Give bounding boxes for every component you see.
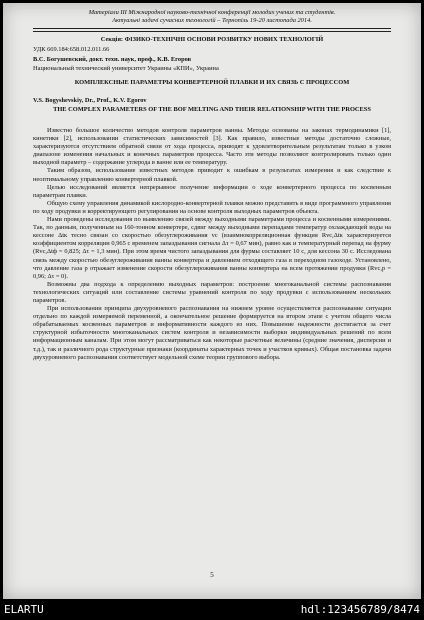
handle-label: hdl:123456789/8474: [300, 603, 420, 616]
page-number: 5: [210, 571, 214, 579]
viewer-footer: [0, 600, 424, 620]
document-page: [3, 3, 421, 599]
title-ru: КОМПЛЕКСНЫЕ ПАРАМЕТРЫ КОНВЕРТЕРНОЙ ПЛАВКИ И ИХ СВЯЗЬ С ПРОЦЕССОМ: [74, 79, 350, 86]
header-rule: [33, 28, 391, 29]
section-title: Секція: ФІЗИКО-ТЕХНІЧНІ ОСНОВИ РОЗВИТКУ НОВИХ ТЕХНОЛОГІЙ: [100, 36, 324, 43]
header-line-2: Актуальні задачі сучасних технологій – Тернопіль 19-20 листопада 2014.: [112, 17, 312, 24]
paragraph: Общую схему управления динамикой кислородно-конвертерной плавки можно представить в виде программного управления по ходу продувки и корректирующего регулирования на основе контроля выходных параметров объекта.: [33, 199, 391, 215]
paragraph: Нами проведены исследования по выявлению связей между выходными параметрами процесса и косвенными измерениями. Так, по данным, полученным на 160-тонном конвертере, сдвиг между выходными перепадами температур охлаждающей воды на кессоне Δtк тесно связан со скоростью обезуглероживания vc (взаимнокорреляционная функция Rvc,Δtк характеризуется коэффициентом корреляции 0,965 с временем запаздывания сигнала Δτ = 0,67 мин), равно как и температурный перепад на фурму (Rvc,Δtф = 0,825; Δτ = 1,3 мин). При этом время чистого запаздывания для фурмы составляет 10 с, для кессона 30 с. Исследована связь между скоростью обезуглероживания ванны конвертера и давлением отходящего газа в переходном газоходе. Установлено, что давление газа p отражает изменение скорости обезуглероживания ванны конвертера на всем протяжении продувки (Rvc,p = 0,96; Δτ = 0).: [33, 216, 391, 280]
paragraph: Таким образом, использование известных методов приводит к ошибкам в результатах измерения и как следствие к неоптимальному управлению конвертерной плавкой.: [33, 167, 391, 183]
authors-ru: В.С. Богушевский, докт. техн. наук, проф., К.В. Егоров: [33, 56, 192, 63]
conference-header: [33, 9, 391, 25]
repository-label: ELARTU: [4, 603, 44, 616]
body-text: [33, 127, 391, 362]
paragraph: Возможны два подхода к определению выходных параметров: построение многоканальной системы распознавания технологических ситуаций или составление системы уравнений контроля по ходу продувки с использованием нескольких параметров.: [33, 280, 391, 304]
institution: Национальный технический университет Украины «КПИ», Украина: [33, 65, 219, 72]
header-rule-thin: [33, 31, 391, 32]
paragraph: Известно большое количество методов контроля параметров ванны. Методы основаны на законах термодинамики [1], кинетики [2], использовании статистических зависимостей [3]. Как правило, известные методы достаточно сложные, характеризуются отсутствием обратной связи от хода процесса, приводят к удовлетворительным результатам только в узком диапазоне изменения начальных и конечных параметров процесса. Часто эти методы позволяют контролировать только один выходной параметр – содержание углерода в ванне или ее температуру.: [33, 127, 391, 167]
authors-en: V.S. Bogyshevskiy, Dr., Prof., K.V. Egorov: [33, 97, 147, 104]
udk-code: УДК 669.184:658.012.011.66: [33, 46, 110, 53]
paragraph: Целью исследований является непрерывное получение информации о ходе конвертерного процесса по косвенным параметрам плавки.: [33, 183, 391, 199]
title-en: THE COMPLEX PARAMETERS OF THE BOF MELTING AND THEIR RELATIONSHIP WITH THE PROCESS: [53, 106, 371, 113]
paragraph: При использовании принципа двухуровневого распознавания на нижнем уровне осуществляется распознавание ситуации отдельно по каждой измеряемой переменной, а окончательное решение формируется на втором этапе с учетом общего числа обрабатываемых косвенных параметров и информативности каждого из них. Повышение надежности достигается за счет структурной избыточности многоканальных систем контроля и независимости выборки индивидуальных решений по всем информационным каналам. При этом могут рассматриваться как некоторые расчетные величины (средние значения, дисперсии и т.д.), так и различного рода структурные признаки (координаты характерных точек и участков кривых). Общая постановка задачи двухуровневого распознавания соответствует модельной схеме теории группового выбора.: [33, 305, 391, 361]
header-line-1: Матеріали ІІІ Міжнародної науково-технічної конференції молодих учених та студентів.: [88, 9, 336, 16]
